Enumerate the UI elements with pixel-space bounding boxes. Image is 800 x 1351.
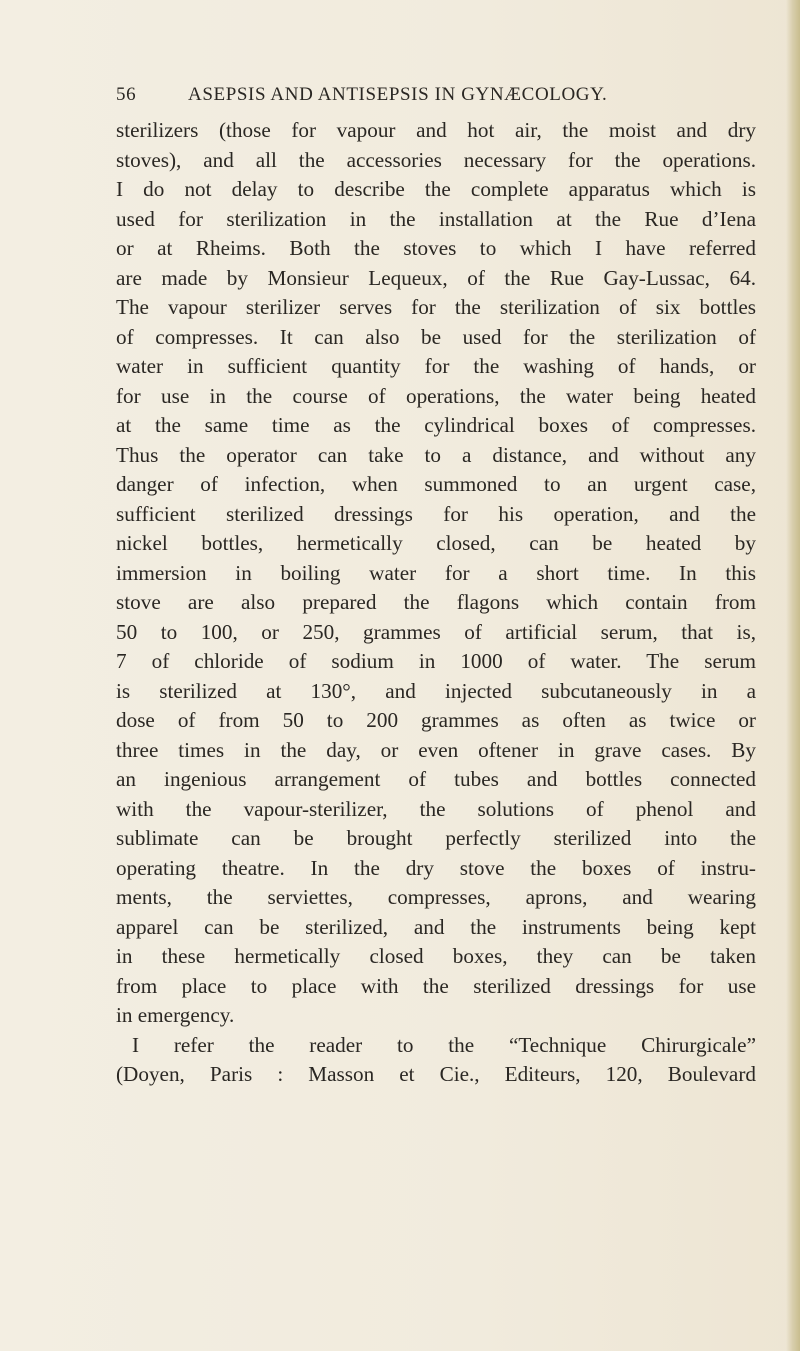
text-line: apparel can be sterilized, and the instruments being kept (116, 914, 756, 939)
running-title: ASEPSIS AND ANTISEPSIS IN GYNÆCOLOGY. (188, 84, 608, 105)
text-line: is sterilized at 130°, and injected subcutaneously in a (116, 678, 756, 703)
text-line: dose of from 50 to 200 grammes as often as twice or (116, 708, 756, 732)
text-line: at the same time as the cylindrical boxes of compresses. (116, 413, 756, 437)
text-line: ments, the serviettes, compresses, aprons, and wearing (116, 885, 756, 909)
page-number: 56 (116, 84, 137, 105)
text-line: three times in the day, or even oftener in grave cases. By (116, 737, 756, 762)
text-line: nickel bottles, hermetically closed, can be heated by (116, 531, 756, 555)
text-line: 50 to 100, or 250, grammes of artificial serum, that is, (116, 619, 756, 644)
text-line: with the vapour-sterilizer, the solutions of phenol and (116, 796, 756, 821)
page-edge-shadow (786, 0, 800, 1351)
text-line: 7 of chloride of sodium in 1000 of water. The serum (116, 649, 756, 673)
text-line: water in sufficient quantity for the washing of hands, or (116, 354, 756, 378)
text-line: in these hermetically closed boxes, they can be taken (116, 944, 756, 968)
text-line: sufficient sterilized dressings for his operation, and the (116, 501, 756, 526)
text-line: for use in the course of operations, the water being heated (116, 383, 756, 408)
text-line: stoves), and all the accessories necessary for the operations. (116, 147, 756, 172)
text-line: Thus the operator can take to a distance, and without any (116, 442, 756, 467)
text-line: I do not delay to describe the complete apparatus which is (116, 177, 756, 201)
text-line: or at Rheims. Both the stoves to which I have referred (116, 236, 756, 260)
text-line: stove are also prepared the flagons which contain from (116, 590, 756, 614)
text-line: immersion in boiling water for a short time. In this (116, 560, 756, 585)
text-line: sterilizers (those for vapour and hot air, the moist and dry (116, 118, 756, 142)
text-line: from place to place with the sterilized dressings for use (116, 973, 756, 998)
text-line: in emergency. (116, 1003, 235, 1027)
text-line: (Doyen, Paris : Masson et Cie., Editeurs, 120, Boulevard (116, 1062, 756, 1086)
text-line: an ingenious arrangement of tubes and bottles connected (116, 767, 756, 791)
text-line: are made by Monsieur Lequeux, of the Rue Gay-Lussac, 64. (116, 265, 756, 290)
body-text (116, 116, 756, 1090)
text-line: of compresses. It can also be used for the sterilization of (116, 324, 756, 349)
text-line: operating theatre. In the dry stove the boxes of instru- (116, 855, 756, 880)
text-line: The vapour sterilizer serves for the sterilization of six bottles (116, 295, 756, 319)
text-line: used for sterilization in the installation at the Rue d’Iena (116, 206, 756, 231)
running-header (116, 84, 696, 114)
text-line: danger of infection, when summoned to an urgent case, (116, 472, 756, 496)
text-line: I refer the reader to the “Technique Chirurgicale” (132, 1032, 756, 1057)
text-line: sublimate can be brought perfectly sterilized into the (116, 826, 756, 850)
